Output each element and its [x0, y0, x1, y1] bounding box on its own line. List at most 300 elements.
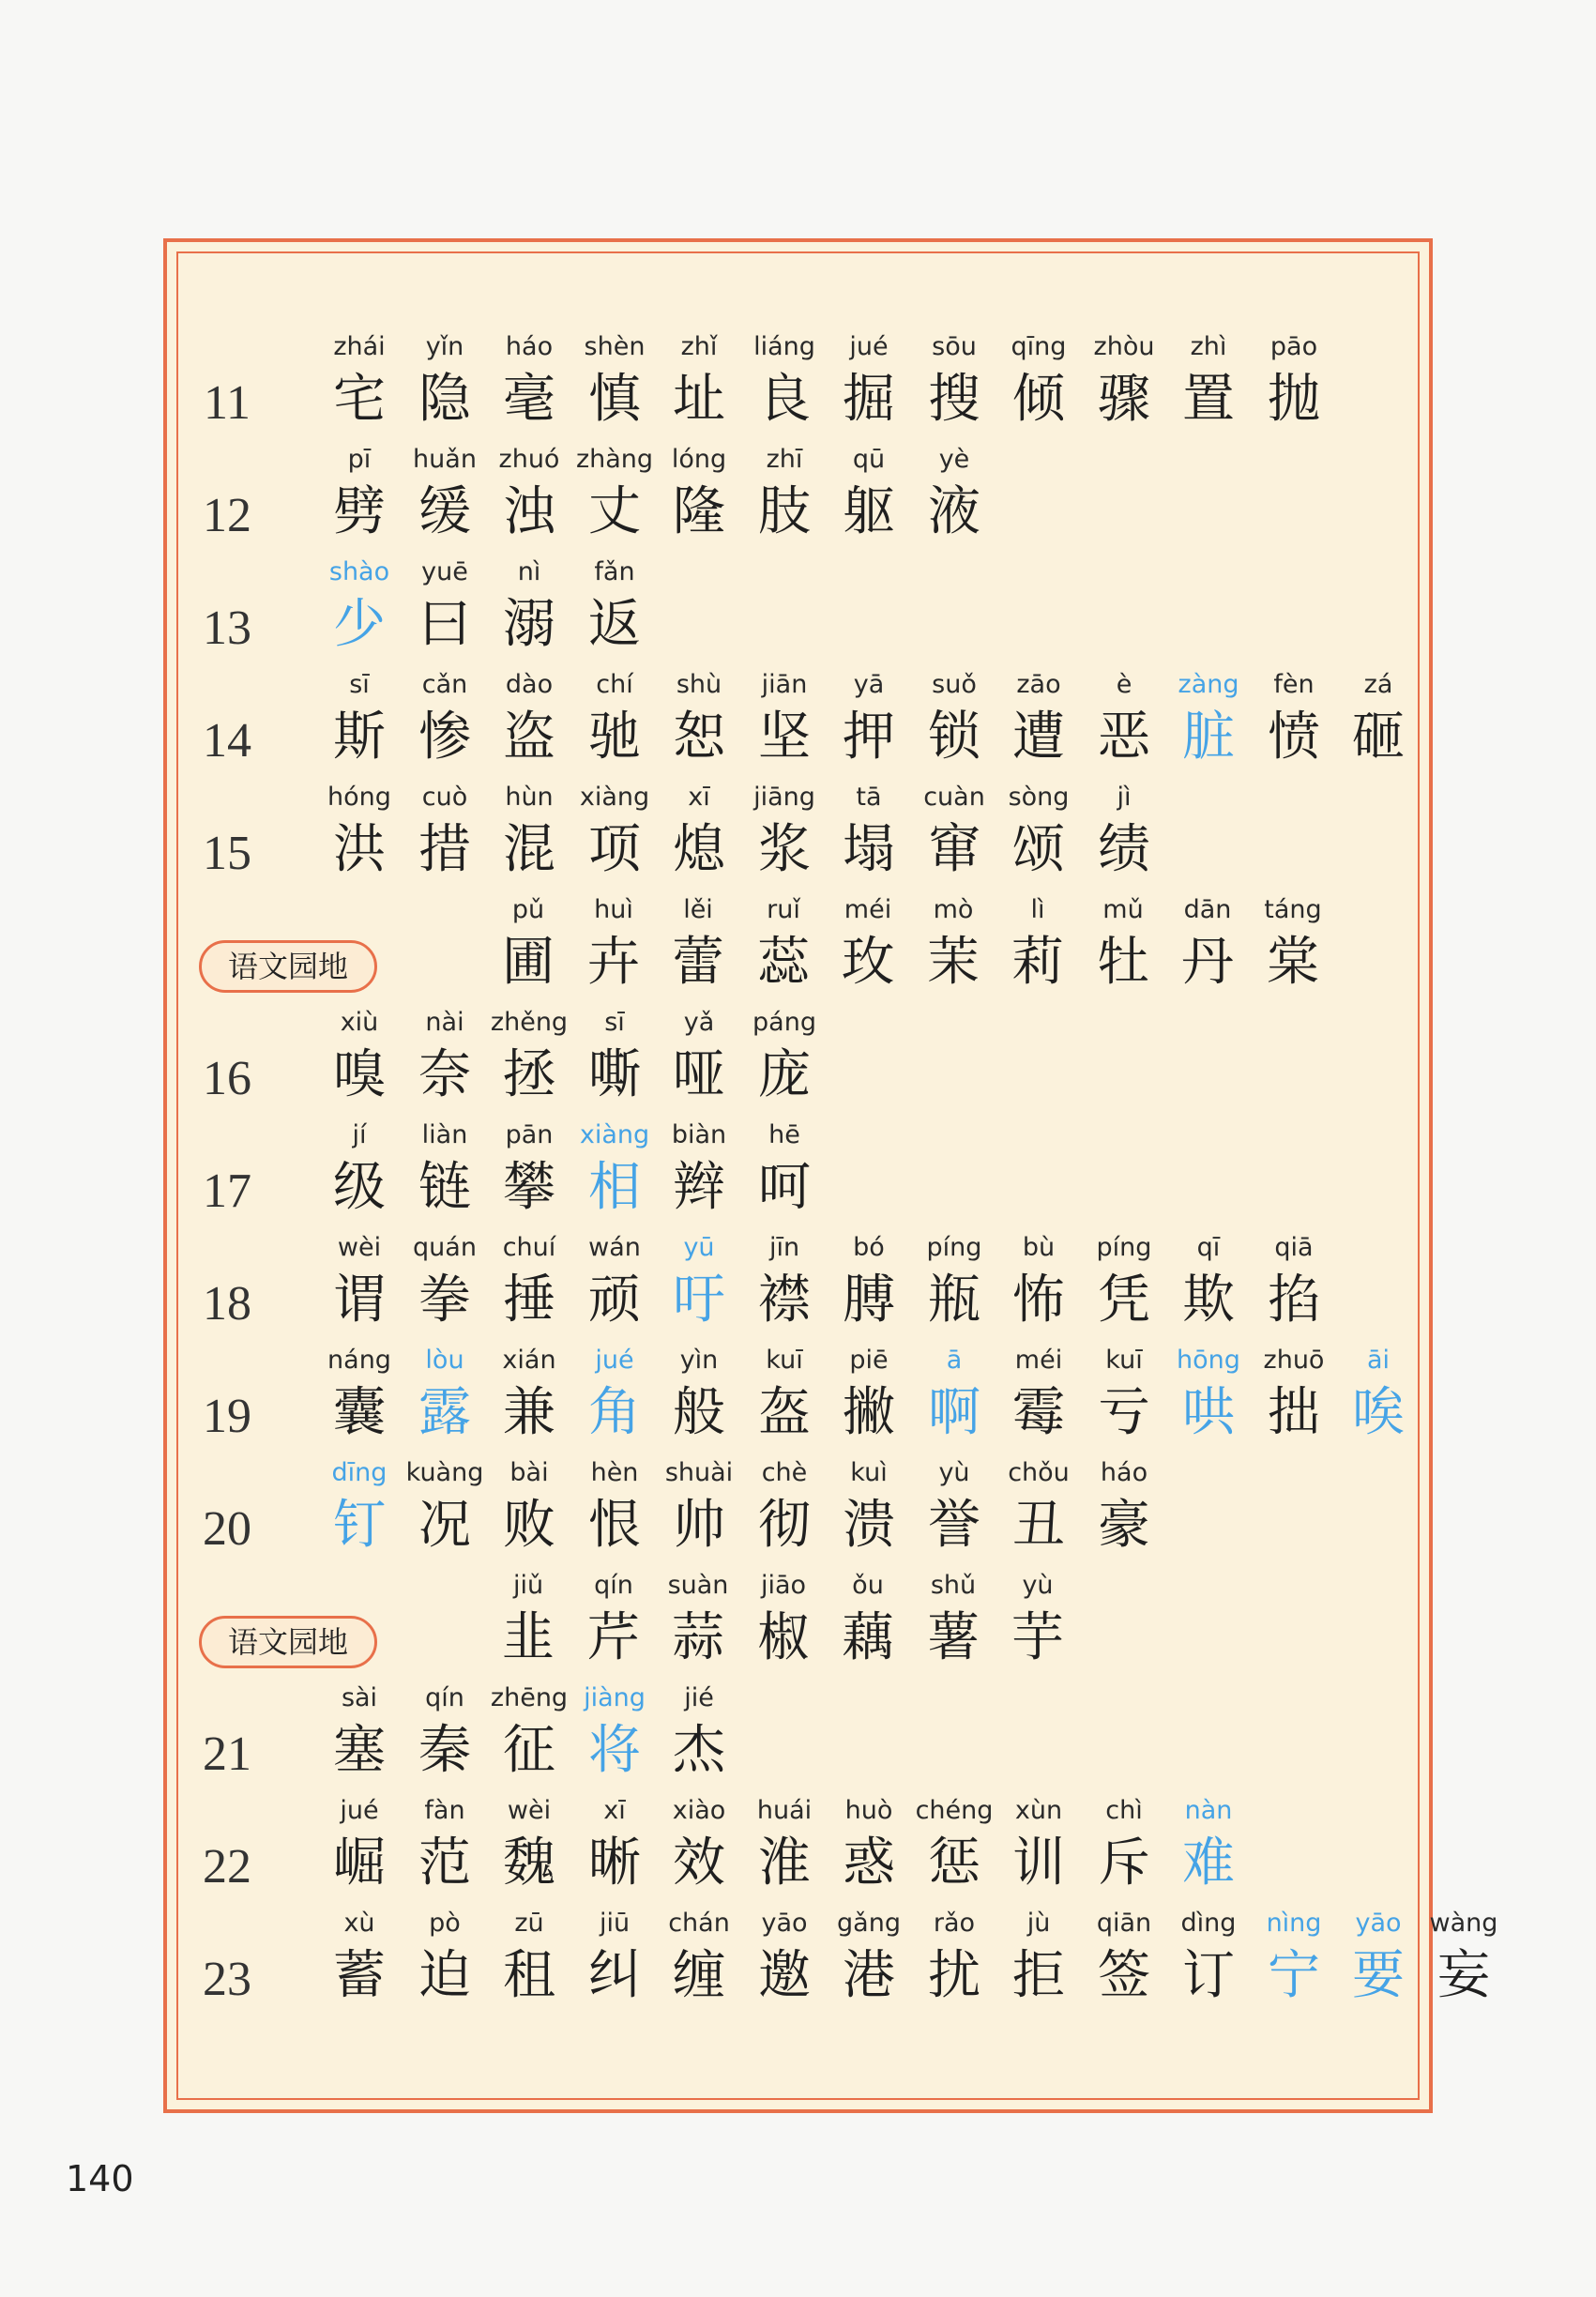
hanzi: 驰 — [588, 707, 641, 768]
character-cell — [1082, 779, 1166, 891]
pinyin: jié — [684, 1683, 714, 1712]
pinyin: yìn — [679, 1346, 719, 1375]
pinyin: piē — [849, 1346, 889, 1375]
pinyin: háo — [505, 332, 554, 361]
hanzi: 膊 — [843, 1270, 895, 1331]
pinyin: yāo — [1355, 1909, 1402, 1938]
character-cell — [317, 1680, 402, 1792]
pinyin: suǒ — [932, 670, 977, 699]
character-cell — [742, 1004, 827, 1117]
hanzi: 隐 — [418, 369, 471, 430]
hanzi: 绩 — [1098, 819, 1150, 880]
pinyin: cuò — [421, 783, 468, 812]
lesson-number: 13 — [203, 601, 251, 655]
lesson-row — [167, 1905, 1498, 2017]
character-cell — [911, 891, 996, 1004]
hanzi: 芹 — [587, 1607, 640, 1668]
hanzi: 难 — [1182, 1833, 1235, 1894]
character-cell — [827, 779, 911, 891]
character-cell — [827, 666, 911, 779]
hanzi: 蕾 — [672, 932, 724, 993]
character-cell — [1252, 666, 1336, 779]
character-cell — [827, 1905, 911, 2017]
hanzi: 缓 — [418, 481, 471, 542]
hanzi: 凭 — [1098, 1270, 1150, 1331]
hanzi: 般 — [673, 1382, 725, 1443]
character-cell — [827, 1792, 911, 1905]
character-cell — [657, 441, 741, 554]
pinyin: pī — [347, 445, 372, 474]
character-cell — [487, 779, 571, 891]
pinyin: kuī — [1105, 1346, 1143, 1375]
character-cell — [317, 1905, 402, 2017]
hanzi: 钉 — [333, 1495, 386, 1556]
character-cell — [657, 1680, 741, 1792]
pinyin: hùn — [505, 783, 554, 812]
pinyin: sài — [341, 1683, 378, 1712]
character-cell — [1082, 666, 1166, 779]
hanzi: 薯 — [927, 1607, 980, 1668]
hanzi: 蓄 — [333, 1945, 386, 2006]
lesson-number: 22 — [203, 1840, 251, 1894]
pinyin: dīng — [331, 1458, 388, 1487]
pinyin: kuì — [850, 1458, 888, 1487]
character-cell — [742, 666, 827, 779]
character-cell — [827, 1454, 911, 1567]
character-cell — [1252, 328, 1336, 441]
hanzi: 脏 — [1182, 707, 1235, 768]
hanzi: 惑 — [843, 1833, 895, 1894]
character-cell — [572, 1905, 657, 2017]
pinyin: zhī — [766, 445, 803, 474]
hanzi: 掘 — [843, 369, 895, 430]
hanzi: 少 — [333, 594, 386, 655]
pinyin: chè — [761, 1458, 808, 1487]
hanzi: 港 — [843, 1945, 895, 2006]
hanzi: 熄 — [673, 819, 725, 880]
pinyin: lòu — [425, 1346, 464, 1375]
hanzi: 训 — [1012, 1833, 1065, 1894]
character-cell — [1082, 1905, 1166, 2017]
hanzi: 措 — [418, 819, 471, 880]
character-cell — [403, 1454, 487, 1567]
character-cell — [1166, 328, 1251, 441]
garden-row — [167, 1567, 1429, 1680]
hanzi: 椒 — [757, 1607, 810, 1668]
pinyin: wàng — [1429, 1909, 1498, 1938]
character-cell — [317, 666, 402, 779]
character-cell — [317, 779, 402, 891]
hanzi: 曰 — [418, 594, 471, 655]
hanzi: 藕 — [842, 1607, 894, 1668]
pinyin: chuí — [502, 1233, 556, 1262]
polyphonic-character — [657, 1229, 741, 1342]
character-cell — [1165, 891, 1250, 1004]
garden-badge: 语文园地 — [199, 1616, 377, 1668]
pinyin: jiān — [761, 670, 808, 699]
hanzi: 圃 — [502, 932, 555, 993]
character-cell — [742, 1229, 827, 1342]
character-cell — [571, 891, 656, 1004]
hanzi: 倾 — [1012, 369, 1065, 430]
pinyin: bù — [1022, 1233, 1056, 1262]
character-cell — [403, 1229, 487, 1342]
lesson-row — [167, 666, 1429, 779]
polyphonic-character — [1336, 1905, 1421, 2017]
pinyin: hōng — [1177, 1346, 1240, 1375]
pinyin: xiào — [672, 1796, 726, 1825]
pinyin: zhàng — [575, 445, 654, 474]
pinyin: chǒu — [1008, 1458, 1070, 1487]
hanzi: 呵 — [758, 1157, 811, 1218]
pinyin: quán — [413, 1233, 477, 1262]
pinyin: yù — [938, 1458, 970, 1487]
character-cell — [742, 1905, 827, 2017]
hanzi: 效 — [673, 1833, 725, 1894]
hanzi: 肢 — [758, 481, 811, 542]
hanzi: 帅 — [673, 1495, 725, 1556]
lesson-number: 15 — [203, 827, 251, 880]
lesson-row — [167, 554, 1429, 666]
hanzi: 级 — [333, 1157, 386, 1218]
character-cell — [572, 1004, 657, 1117]
pinyin: chí — [596, 670, 633, 699]
hanzi: 誉 — [928, 1495, 980, 1556]
hanzi: 丑 — [1012, 1495, 1065, 1556]
hanzi: 晰 — [588, 1833, 641, 1894]
pinyin: zhì — [1190, 332, 1227, 361]
hanzi: 窜 — [928, 819, 980, 880]
hanzi: 缠 — [673, 1945, 725, 2006]
pinyin: xùn — [1014, 1796, 1063, 1825]
hanzi: 蒜 — [672, 1607, 724, 1668]
pinyin: zhuō — [1263, 1346, 1325, 1375]
character-cell — [742, 1454, 827, 1567]
hanzi: 露 — [418, 1382, 471, 1443]
pinyin: pǔ — [511, 895, 545, 924]
character-cell — [741, 891, 826, 1004]
character-cell — [657, 328, 741, 441]
character-cell — [317, 1792, 402, 1905]
character-cell — [826, 1567, 910, 1680]
hanzi: 吁 — [673, 1270, 725, 1331]
character-cell — [741, 1567, 826, 1680]
pinyin: wán — [588, 1233, 641, 1262]
pinyin: pāo — [1269, 332, 1318, 361]
hanzi: 捶 — [503, 1270, 555, 1331]
pinyin: dìng — [1180, 1909, 1237, 1938]
character-cell — [572, 779, 657, 891]
pinyin: háo — [1100, 1458, 1148, 1487]
hanzi: 迫 — [418, 1945, 471, 2006]
pinyin: mǔ — [1102, 895, 1144, 924]
pinyin: shù — [676, 670, 722, 699]
lesson-row — [167, 779, 1429, 891]
pinyin: biàn — [671, 1120, 727, 1149]
pinyin: zhuó — [498, 445, 560, 474]
character-cell — [657, 1454, 741, 1567]
pinyin: dào — [505, 670, 554, 699]
character-cell — [827, 1229, 911, 1342]
hanzi: 混 — [503, 819, 555, 880]
character-cell — [572, 1792, 657, 1905]
pinyin: sī — [604, 1008, 625, 1037]
pinyin: qīng — [1011, 332, 1067, 361]
character-cell — [403, 328, 487, 441]
character-cell — [912, 328, 996, 441]
pinyin: yā — [853, 670, 885, 699]
pinyin: liáng — [753, 332, 815, 361]
hanzi: 唉 — [1352, 1382, 1405, 1443]
character-cell — [657, 779, 741, 891]
polyphonic-character — [1336, 1342, 1421, 1454]
pinyin: nàn — [1184, 1796, 1233, 1825]
character-cell — [996, 1454, 1081, 1567]
hanzi: 押 — [843, 707, 895, 768]
pinyin: jiāng — [753, 783, 815, 812]
pinyin: jiū — [599, 1909, 631, 1938]
hanzi: 劈 — [333, 481, 386, 542]
character-cell — [487, 1117, 571, 1229]
character-cell — [912, 666, 996, 779]
pinyin: zhěng — [490, 1008, 569, 1037]
character-cell — [656, 891, 740, 1004]
character-table-frame — [163, 238, 1498, 2113]
character-cell — [317, 441, 402, 554]
pinyin: xiù — [340, 1008, 379, 1037]
hanzi: 玫 — [842, 932, 894, 993]
polyphonic-character — [1252, 1905, 1336, 2017]
character-cell — [317, 1117, 402, 1229]
pinyin: huǎn — [413, 445, 477, 474]
pinyin: chán — [668, 1909, 730, 1938]
hanzi: 相 — [588, 1157, 641, 1218]
hanzi: 签 — [1098, 1945, 1150, 2006]
pinyin: méi — [844, 895, 892, 924]
character-cell — [486, 1567, 570, 1680]
pinyin: lěi — [683, 895, 713, 924]
hanzi: 良 — [758, 369, 811, 430]
character-cell — [1252, 1342, 1336, 1454]
pinyin: tā — [856, 783, 882, 812]
polyphonic-character — [403, 1342, 487, 1454]
character-cell — [317, 1229, 402, 1342]
polyphonic-character — [572, 1117, 657, 1229]
pinyin: zhēng — [490, 1683, 569, 1712]
character-cell — [403, 779, 487, 891]
hanzi: 芋 — [1011, 1607, 1064, 1668]
hanzi: 搜 — [928, 369, 980, 430]
hanzi: 遭 — [1012, 707, 1065, 768]
character-cell — [912, 1454, 996, 1567]
hanzi: 恕 — [673, 707, 725, 768]
lesson-row — [167, 328, 1429, 441]
character-cell — [1166, 1905, 1251, 2017]
polyphonic-character — [1166, 666, 1251, 779]
pinyin: yū — [683, 1233, 715, 1262]
lesson-number: 19 — [203, 1390, 251, 1443]
hanzi: 将 — [588, 1720, 641, 1781]
hanzi: 纠 — [588, 1945, 641, 2006]
pinyin: qín — [594, 1571, 633, 1600]
pinyin: fǎn — [594, 557, 635, 586]
pinyin: jué — [595, 1346, 634, 1375]
character-cell — [572, 1454, 657, 1567]
hanzi: 谓 — [333, 1270, 386, 1331]
pinyin: wèi — [507, 1796, 552, 1825]
pinyin: jì — [1117, 783, 1132, 812]
pinyin: hóng — [327, 783, 391, 812]
pinyin: qiān — [1096, 1909, 1152, 1938]
hanzi: 恨 — [588, 1495, 641, 1556]
pinyin: è — [1116, 670, 1132, 699]
hanzi: 豪 — [1098, 1495, 1150, 1556]
hanzi: 瓶 — [928, 1270, 980, 1331]
pinyin: yǐn — [425, 332, 464, 361]
pinyin: ruǐ — [767, 895, 800, 924]
hanzi: 襟 — [758, 1270, 811, 1331]
character-cell — [742, 441, 827, 554]
hanzi: 欺 — [1182, 1270, 1235, 1331]
hanzi: 拯 — [503, 1044, 555, 1105]
hanzi: 宁 — [1268, 1945, 1320, 2006]
hanzi: 哄 — [1182, 1382, 1235, 1443]
hanzi: 辫 — [673, 1157, 725, 1218]
pinyin: jué — [849, 332, 889, 361]
hanzi: 啊 — [928, 1382, 980, 1443]
hanzi: 拳 — [418, 1270, 471, 1331]
character-cell — [912, 1792, 996, 1905]
lesson-row — [167, 1454, 1429, 1567]
pinyin: pò — [429, 1909, 461, 1938]
garden-row — [167, 891, 1429, 1004]
hanzi: 拙 — [1268, 1382, 1320, 1443]
lesson-row — [167, 1680, 1429, 1792]
character-cell — [996, 1567, 1080, 1680]
hanzi: 溺 — [503, 594, 555, 655]
pinyin: zāo — [1016, 670, 1061, 699]
pinyin: wèi — [337, 1233, 382, 1262]
character-cell — [742, 1792, 827, 1905]
hanzi: 躯 — [843, 481, 895, 542]
pinyin: xiàng — [579, 783, 650, 812]
polyphonic-character — [317, 1454, 402, 1567]
hanzi: 彻 — [758, 1495, 811, 1556]
pinyin: táng — [1264, 895, 1322, 924]
character-cell — [572, 554, 657, 666]
hanzi: 杰 — [673, 1720, 725, 1781]
hanzi: 毫 — [503, 369, 555, 430]
character-cell — [1251, 891, 1335, 1004]
character-cell — [487, 1792, 571, 1905]
character-cell — [657, 1792, 741, 1905]
lesson-number: 12 — [203, 489, 251, 542]
hanzi: 攀 — [503, 1157, 555, 1218]
hanzi: 莉 — [1011, 932, 1064, 993]
pinyin: huì — [594, 895, 633, 924]
pinyin: náng — [327, 1346, 391, 1375]
pinyin: yuē — [421, 557, 468, 586]
character-cell — [911, 1567, 996, 1680]
pinyin: pān — [505, 1120, 554, 1149]
character-cell — [487, 1680, 571, 1792]
pinyin: píng — [926, 1233, 982, 1262]
pinyin: jiǔ — [512, 1571, 544, 1600]
page-number: 140 — [66, 2158, 134, 2199]
hanzi: 斥 — [1098, 1833, 1150, 1894]
pinyin: gǎng — [837, 1909, 901, 1938]
character-cell — [657, 1117, 741, 1229]
lesson-number: 21 — [203, 1727, 251, 1781]
hanzi: 角 — [588, 1382, 641, 1443]
pinyin: qī — [1196, 1233, 1221, 1262]
lesson-row — [167, 1229, 1429, 1342]
character-cell — [403, 1680, 487, 1792]
character-cell — [572, 666, 657, 779]
pinyin: dān — [1183, 895, 1232, 924]
character-cell — [656, 1567, 740, 1680]
hanzi: 妄 — [1437, 1945, 1490, 2006]
character-cell — [657, 1004, 741, 1117]
hanzi: 蕊 — [757, 932, 810, 993]
hanzi: 败 — [503, 1495, 555, 1556]
lesson-row — [167, 1792, 1429, 1905]
character-cell — [912, 1229, 996, 1342]
garden-badge: 语文园地 — [199, 940, 377, 993]
pinyin: ǒu — [852, 1571, 884, 1600]
hanzi: 况 — [418, 1495, 471, 1556]
hanzi: 租 — [503, 1945, 555, 2006]
pinyin: yù — [1022, 1571, 1054, 1600]
hanzi: 址 — [673, 369, 725, 430]
character-cell — [996, 1905, 1081, 2017]
character-cell — [317, 1004, 402, 1117]
character-cell — [742, 328, 827, 441]
hanzi: 洪 — [333, 819, 386, 880]
lesson-number: 23 — [203, 1953, 251, 2006]
pinyin: rǎo — [933, 1909, 976, 1938]
character-cell — [487, 328, 571, 441]
pinyin: jù — [1026, 1909, 1051, 1938]
hanzi: 邀 — [758, 1945, 811, 2006]
character-cell — [742, 779, 827, 891]
character-cell — [403, 1905, 487, 2017]
character-cell — [827, 1342, 911, 1454]
hanzi: 骤 — [1098, 369, 1150, 430]
character-cell — [1166, 1229, 1251, 1342]
hanzi: 棠 — [1267, 932, 1319, 993]
lesson-row — [167, 1117, 1429, 1229]
character-cell — [657, 1342, 741, 1454]
hanzi: 订 — [1182, 1945, 1235, 2006]
pinyin: suàn — [667, 1571, 729, 1600]
hanzi: 魏 — [503, 1833, 555, 1894]
hanzi: 坚 — [758, 707, 811, 768]
hanzi: 浆 — [758, 819, 811, 880]
hanzi: 淮 — [758, 1833, 811, 1894]
pinyin: zàng — [1178, 670, 1239, 699]
hanzi: 置 — [1182, 369, 1235, 430]
pinyin: kuàng — [405, 1458, 484, 1487]
hanzi: 链 — [418, 1157, 471, 1218]
character-cell — [996, 328, 1081, 441]
pinyin: xī — [688, 783, 710, 812]
character-cell — [572, 328, 657, 441]
lesson-number: 11 — [203, 376, 251, 430]
character-cell — [403, 1117, 487, 1229]
hanzi: 顽 — [588, 1270, 641, 1331]
character-cell — [912, 441, 996, 554]
